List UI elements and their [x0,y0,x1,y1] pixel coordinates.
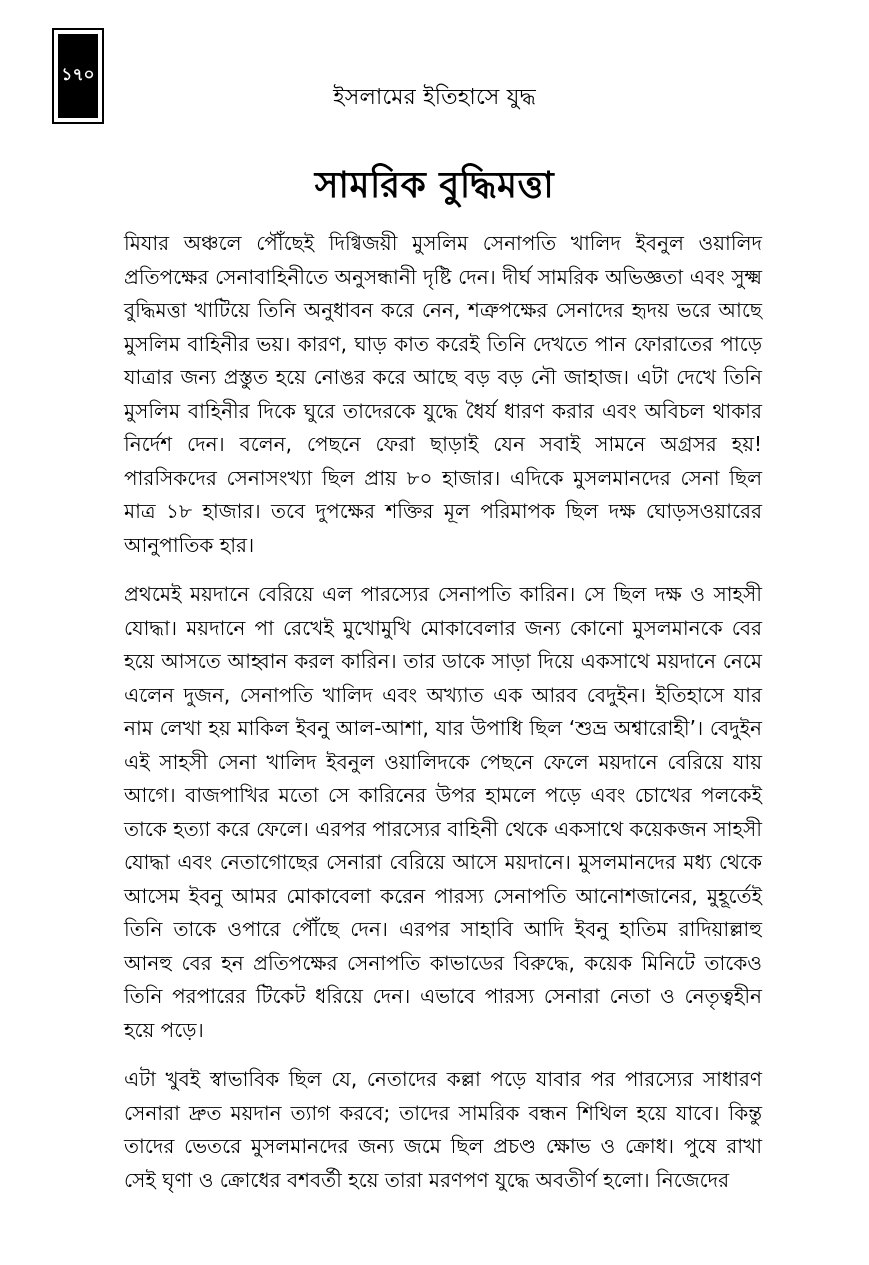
chapter-title: সামরিক বুদ্ধিমত্তা [314,165,555,206]
paragraph-3: এটা খুবই স্বাভাবিক ছিল যে, নেতাদের কল্লা পড়ে যাবার পর পারস্যের সাধারণ সেনারা দ্রুত ময়দান ত্যাগ করবে; তাদের সামরিক বন্ধন শিথিল হয়ে যাবে। কিন্তু তাদের ভেতরে মুসলমানদের জন্য জমে ছিল প্রচণ্ড ক্ষোভ ও ক্রোধ। পুষে রাখা সেই ঘৃণা ও ক্রোধের বশবর্তী হয়ে তারা মরণপণ যুদ্ধে অবতীর্ণ হলো। নিজেদের [124,1067,762,1192]
paragraph-2: প্রথমেই ময়দানে বেরিয়ে এল পারস্যের সেনাপতি কারিন। সে ছিল দক্ষ ও সাহসী যোদ্ধা। ময়দানে পা রেখেই মুখোমুখি মোকাবেলার জন্য কোনো মুসলমানকে বের হয়ে আসতে আহ্বান করল কারিন। তার ডাকে সাড়া দিয়ে একসাথে ময়দানে নেমে এলেন দুজন, সেনাপতি খালিদ এবং অখ্যাত এক আরব বেদুইন। ইতিহাসে যার নাম লেখা হয় মাকিল ইবনু আল-আশা, যার উপাধি ছিল ‘শুভ্র অশ্বারোহী’। বেদুইন এই সাহসী সেনা খালিদ ইবনুল ওয়ালিদকে পেছনে ফেলে ময়দানে বেরিয়ে যায় আগে। বাজপাখির মতো সে কারিনের উপর হামলে পড়ে এবং চোখের পলকেই তাকে হত্যা করে ফেলে। এরপর পারস্যের বাহিনী থেকে একসাথে কয়েকজন সাহসী যোদ্ধা এবং নেতাগোছের সেনারা বেরিয়ে আসে ময়দানে। মুসলমানদের মধ্য থেকে আসেম ইবনু আমর মোকাবেলা করেন পারস্য সেনাপতি আনোশজানের, মুহূর্তেই তিনি তাকে ওপারে পৌঁছে দেন। এরপর সাহাবি আদি ইবনু হাতিম রাদিয়াল্লাহু আনহু বের হন প্রতিপক্ষের সেনাপতি কাভাডের বিরুদ্ধে, কয়েক মিনিটে তাকেও তিনি পরপারের টিকেট ধরিয়ে দেন। এভাবে পারস্য সেনারা নেতা ও নেতৃত্বহীন হয়ে পড়ে। [124,582,762,1042]
page-number: ১৭০ [58,34,98,118]
running-header: ইসলামের ইতিহাসে যুদ্ধ [333,85,536,110]
body-text [124,227,762,1213]
paragraph-1: মিযার অঞ্চলে পৌঁছেই দিগ্বিজয়ী মুসলিম সেনাপতি খালিদ ইবনুল ওয়ালিদ প্রতিপক্ষের সেনাবাহিনীতে অনুসন্ধানী দৃষ্টি দেন। দীর্ঘ সামরিক অভিজ্ঞতা এবং সুক্ষ্ম বুদ্ধিমত্তা খাটিয়ে তিনি অনুধাবন করে নেন, শত্রুপক্ষের সেনাদের হৃদয় ভরে আছে মুসলিম বাহিনীর ভয়। কারণ, ঘাড় কাত করেই তিনি দেখতে পান ফোরাতের পাড়ে যাত্রার জন্য প্রস্তুত হয়ে নোঙর করে আছে বড় বড় নৌ জাহাজ। এটা দেখে তিনি মুসলিম বাহিনীর দিকে ঘুরে তাদেরকে যুদ্ধে ধৈর্য ধারণ করার এবং অবিচল থাকার নির্দেশ দেন। বলেন, পেছনে ফেরা ছাড়াই যেন সবাই সামনে অগ্রসর হয়! পারসিকদের সেনাসংখ্যা ছিল প্রায় ৮০ হাজার। এদিকে মুসলমানদের সেনা ছিল মাত্র ১৮ হাজার। তবে দুপক্ষের শক্তির মূল পরিমাপক ছিল দক্ষ ঘোড়সওয়ারের আনুপাতিক হার। [124,231,762,557]
